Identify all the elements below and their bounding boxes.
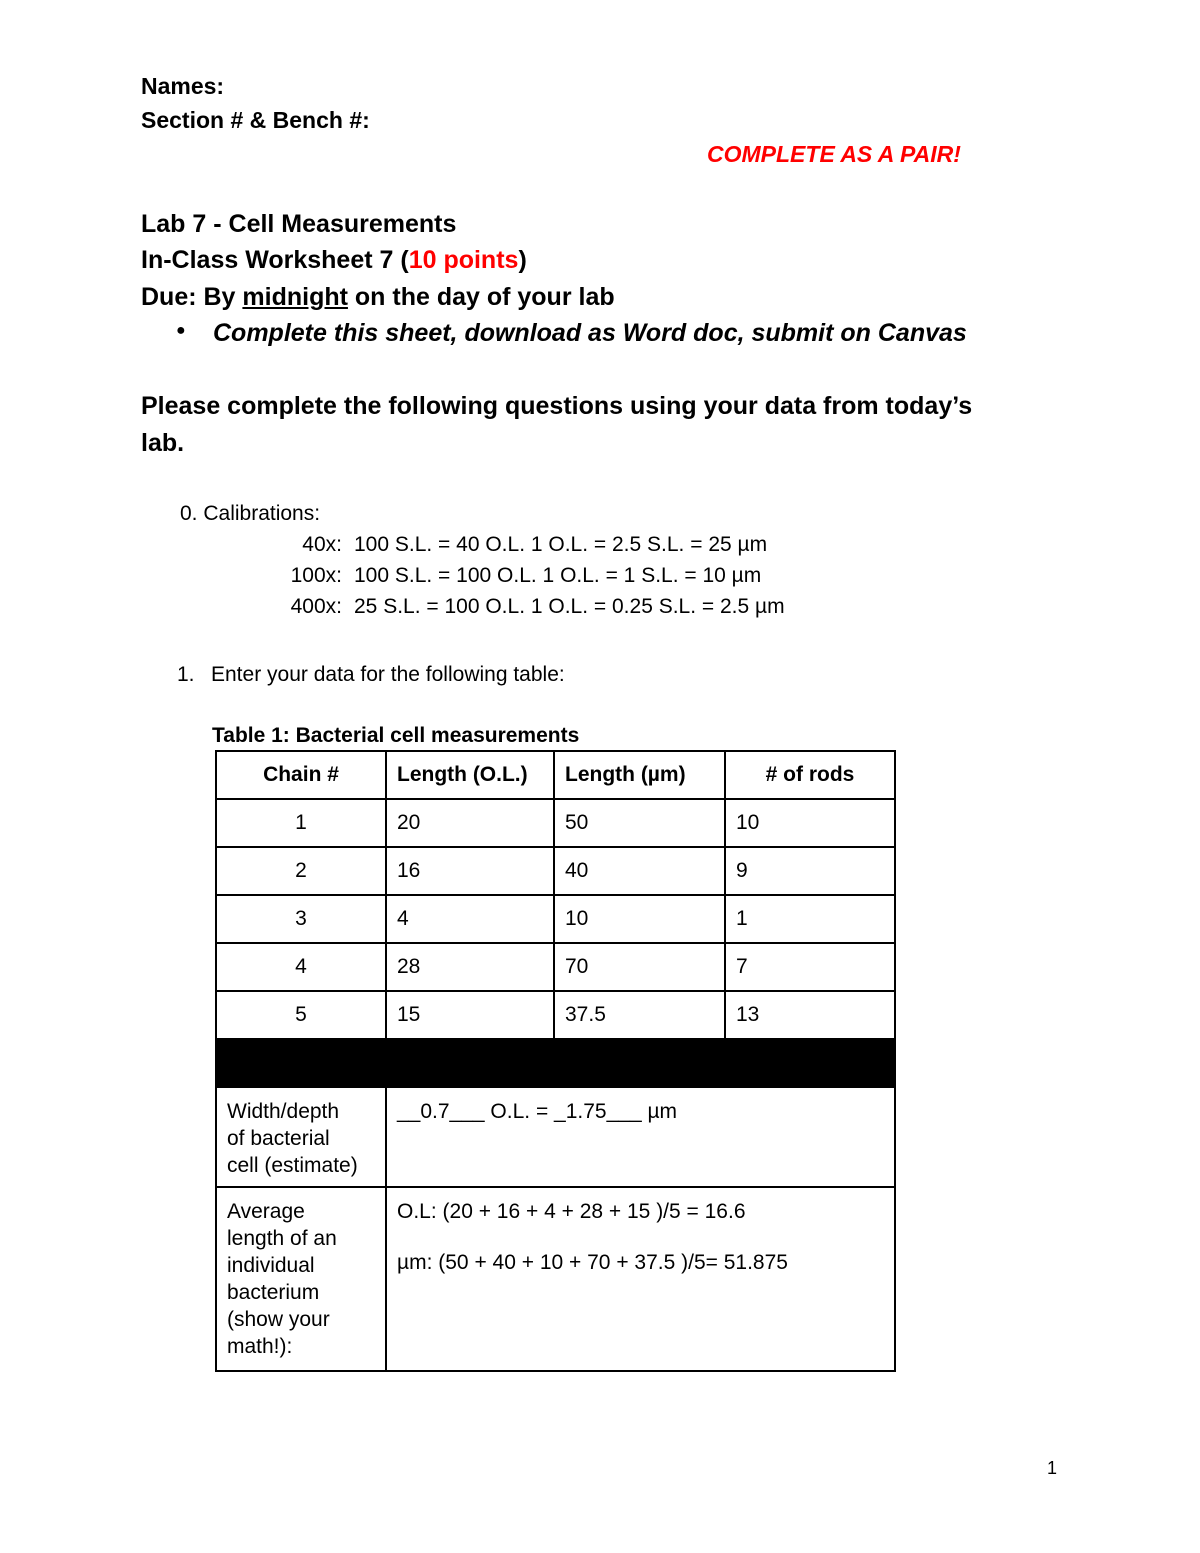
cell-rods[interactable]: 10 <box>725 799 895 847</box>
lab-title: Lab 7 - Cell Measurements <box>141 210 457 238</box>
cell-chain[interactable]: 2 <box>216 847 386 895</box>
average-label-line: length of an <box>227 1227 337 1250</box>
cell-length-ol[interactable]: 20 <box>386 799 554 847</box>
calibration-text: 100 S.L. = 40 O.L. 1 O.L. = 2.5 S.L. = 25 µm <box>354 533 768 556</box>
submission-instruction: Complete this sheet, download as Word doc, submit on Canvas <box>213 319 967 347</box>
width-value[interactable]: __0.7___ O.L. = _1.75___ µm <box>386 1087 895 1187</box>
cell-chain[interactable]: 5 <box>216 991 386 1039</box>
table-row <box>216 895 895 943</box>
cell-rods[interactable]: 7 <box>725 943 895 991</box>
average-label <box>216 1187 386 1371</box>
cell-length-ol[interactable]: 28 <box>386 943 554 991</box>
cell-length-um[interactable]: 10 <box>554 895 725 943</box>
calibrations-heading: 0. Calibrations: <box>180 502 321 525</box>
cell-chain[interactable]: 4 <box>216 943 386 991</box>
cell-length-ol[interactable]: 16 <box>386 847 554 895</box>
calibration-mag: 40x: <box>302 533 342 556</box>
cell-rods[interactable]: 13 <box>725 991 895 1039</box>
cell-chain[interactable]: 3 <box>216 895 386 943</box>
calibration-mag: 400x: <box>290 595 342 618</box>
section-bench-label: Section # & Bench #: <box>141 107 370 133</box>
width-label-line: of bacterial <box>227 1127 330 1150</box>
table-row <box>216 847 895 895</box>
names-label: Names: <box>141 73 225 99</box>
due-emphasis: midnight <box>242 283 348 311</box>
average-row <box>216 1187 895 1371</box>
calibration-row-100x <box>280 564 761 588</box>
average-ol: O.L: (20 + 16 + 4 + 28 + 15 )/5 = 16.6 <box>397 1200 746 1223</box>
header-chain: Chain # <box>216 751 386 799</box>
cell-length-um[interactable]: 37.5 <box>554 991 725 1039</box>
calibration-text: 25 S.L. = 100 O.L. 1 O.L. = 0.25 S.L. = 2.5 µm <box>354 595 785 618</box>
calibration-row-400x <box>280 595 785 619</box>
width-label <box>216 1087 386 1187</box>
cell-chain[interactable]: 1 <box>216 799 386 847</box>
cell-length-ol[interactable]: 4 <box>386 895 554 943</box>
due-line <box>141 283 615 312</box>
due-suffix: on the day of your lab <box>347 283 615 311</box>
average-label-line: Average <box>227 1200 305 1223</box>
question-1-number: 1. <box>177 663 195 686</box>
average-gap <box>397 1225 884 1249</box>
calibration-row-40x <box>280 533 767 557</box>
worksheet-suffix: ) <box>518 246 527 274</box>
table-divider-row <box>216 1039 895 1087</box>
intro-line-2: lab. <box>141 429 185 457</box>
worksheet-prefix: In-Class Worksheet 7 ( <box>141 246 409 274</box>
table-row <box>216 991 895 1039</box>
table-caption: Table 1: Bacterial cell measurements <box>212 724 580 747</box>
page-number: 1 <box>1047 1458 1058 1478</box>
average-um: µm: (50 + 40 + 10 + 70 + 37.5 )/5= 51.875 <box>397 1251 788 1274</box>
cell-length-um[interactable]: 40 <box>554 847 725 895</box>
average-label-line: bacterium <box>227 1281 320 1304</box>
width-label-line: cell (estimate) <box>227 1154 358 1177</box>
measurements-table <box>215 750 896 1372</box>
cell-rods[interactable]: 9 <box>725 847 895 895</box>
table-row <box>216 943 895 991</box>
header-length-ol: Length (O.L.) <box>386 751 554 799</box>
table-row <box>216 799 895 847</box>
cell-length-ol[interactable]: 15 <box>386 991 554 1039</box>
table-header-row <box>216 751 895 799</box>
question-1-text: Enter your data for the following table: <box>211 663 565 686</box>
worksheet-points: 10 points <box>408 246 519 274</box>
average-label-line: individual <box>227 1254 315 1277</box>
calibration-mag: 100x: <box>290 564 342 587</box>
intro-line-1: Please complete the following questions using your data from today’s <box>141 392 973 420</box>
width-label-line: Width/depth <box>227 1100 340 1123</box>
divider-cell <box>216 1039 895 1087</box>
cell-length-um[interactable]: 70 <box>554 943 725 991</box>
pair-notice: COMPLETE AS A PAIR! <box>707 141 961 167</box>
average-label-line: math!): <box>227 1335 293 1358</box>
header-length-um: Length (µm) <box>554 751 725 799</box>
cell-rods[interactable]: 1 <box>725 895 895 943</box>
header-rods: # of rods <box>725 751 895 799</box>
width-row <box>216 1087 895 1187</box>
calibration-text: 100 S.L. = 100 O.L. 1 O.L. = 1 S.L. = 10 µm <box>354 564 762 587</box>
bullet-icon: ● <box>176 322 186 339</box>
average-label-line: (show your <box>227 1308 330 1331</box>
cell-length-um[interactable]: 50 <box>554 799 725 847</box>
average-value[interactable] <box>386 1187 895 1371</box>
worksheet-title <box>141 246 527 275</box>
due-prefix: Due: By <box>141 283 243 311</box>
